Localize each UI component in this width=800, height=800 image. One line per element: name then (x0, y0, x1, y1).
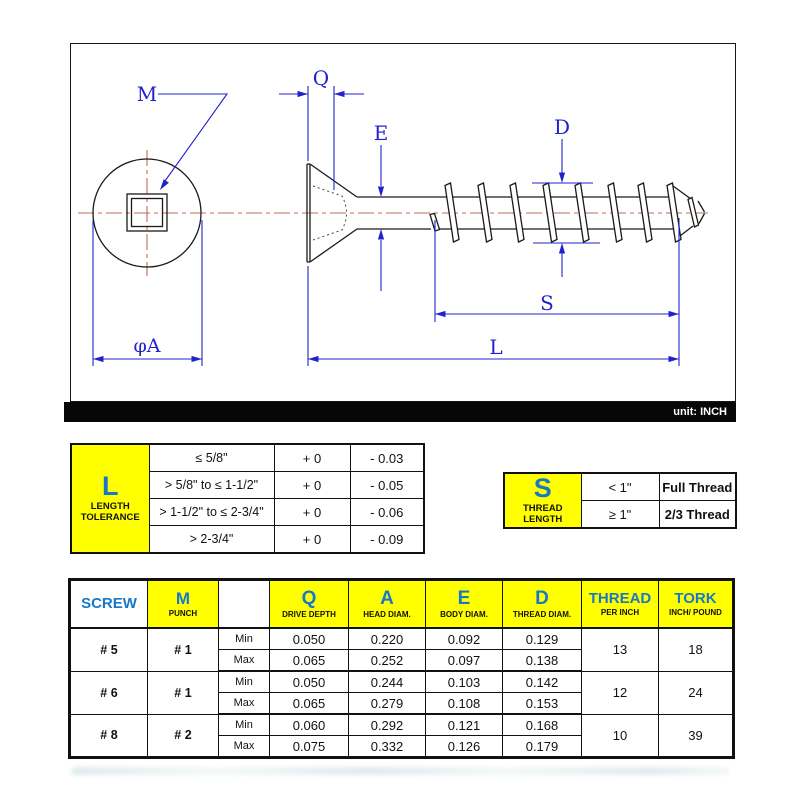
dim-label-q: Q (312, 66, 330, 90)
s-range: < 1" (581, 473, 659, 501)
l-range: > 1-1/2" to ≤ 2-3/4" (149, 499, 274, 526)
tork-value: 39 (659, 714, 734, 758)
screw-size: # 6 (70, 671, 148, 714)
l-symbol-cell (71, 444, 149, 553)
table-row: # 8 # 2 Min 0.060 0.292 0.121 0.168 10 39 (70, 714, 734, 736)
dim-label-d: D (553, 115, 571, 139)
s-range: ≥ 1" (581, 501, 659, 529)
l-plus: + 0 (274, 444, 350, 472)
max-label: Max (219, 736, 270, 758)
l-minus: - 0.09 (350, 526, 424, 554)
l-plus: + 0 (274, 526, 350, 554)
l-minus: - 0.06 (350, 499, 424, 526)
thread-per-inch: 13 (582, 628, 659, 671)
screw-drawing-svg (71, 44, 735, 401)
table-row: Max 0.065 0.252 0.097 0.138 (70, 650, 734, 672)
screw-technical-drawing (70, 43, 736, 402)
col-header-thread-per-inch: THREAD PER INCH (582, 580, 659, 629)
punch-size: # 2 (148, 714, 219, 758)
l-minus: - 0.05 (350, 472, 424, 499)
dim-label-phi-a: φA (133, 335, 161, 357)
max-label: Max (219, 650, 270, 672)
dim-label-m: M (136, 82, 158, 106)
l-range: > 2-3/4" (149, 526, 274, 554)
s-symbol-cell (504, 473, 581, 528)
l-plus: + 0 (274, 499, 350, 526)
screw-spec-table (68, 578, 735, 759)
min-label: Min (219, 671, 270, 693)
l-minus: - 0.03 (350, 444, 424, 472)
max-label: Max (219, 693, 270, 715)
col-header-drive-depth: Q DRIVE DEPTH (270, 580, 349, 629)
s-symbol: S (533, 473, 552, 504)
col-header-tork: TORK INCH/ POUND (659, 580, 734, 629)
s-value: Full Thread (659, 473, 736, 501)
unit-bar (64, 402, 736, 422)
l-range: > 5/8" to ≤ 1-1/2" (149, 472, 274, 499)
table-row: Max 0.075 0.332 0.126 0.179 (70, 736, 734, 758)
header-row (70, 580, 734, 629)
table-row: # 6 # 1 Min 0.050 0.244 0.103 0.142 12 24 (70, 671, 734, 693)
tork-value: 24 (659, 671, 734, 714)
min-label: Min (219, 714, 270, 736)
dim-label-e: E (373, 121, 389, 145)
col-header-empty (219, 580, 270, 629)
table-row (71, 444, 424, 472)
table-row: Max 0.065 0.279 0.108 0.153 (70, 693, 734, 715)
dim-label-l: L (489, 335, 503, 359)
length-tolerance-table (70, 443, 425, 554)
screw-size: # 8 (70, 714, 148, 758)
min-label: Min (219, 628, 270, 650)
screw-size: # 5 (70, 628, 148, 671)
unit-label: unit: INCH (673, 406, 727, 418)
table-row (504, 473, 736, 501)
col-header-head-diam: A HEAD DIAM. (349, 580, 426, 629)
l-range: ≤ 5/8" (149, 444, 274, 472)
col-header-punch: M PUNCH (148, 580, 219, 629)
table-row: # 5 # 1 Min 0.050 0.220 0.092 0.129 13 18 (70, 628, 734, 650)
thread-length-table (503, 472, 737, 529)
l-plus: + 0 (274, 472, 350, 499)
s-value: 2/3 Thread (659, 501, 736, 529)
col-header-body-diam: E BODY DIAM. (426, 580, 503, 629)
thread-per-inch: 12 (582, 671, 659, 714)
col-header-thread-diam: D THREAD DIAM. (503, 580, 582, 629)
punch-size: # 1 (148, 671, 219, 714)
col-header-screw: SCREW (70, 580, 148, 629)
l-symbol: L (102, 471, 119, 502)
dim-label-s: S (540, 291, 554, 315)
tork-value: 18 (659, 628, 734, 671)
thread-per-inch: 10 (582, 714, 659, 758)
l-subtitle: LENGTH TOLERANCE (80, 501, 140, 523)
redacted-watermark (72, 767, 730, 775)
punch-size: # 1 (148, 628, 219, 671)
s-subtitle: THREAD LENGTH (522, 503, 563, 525)
